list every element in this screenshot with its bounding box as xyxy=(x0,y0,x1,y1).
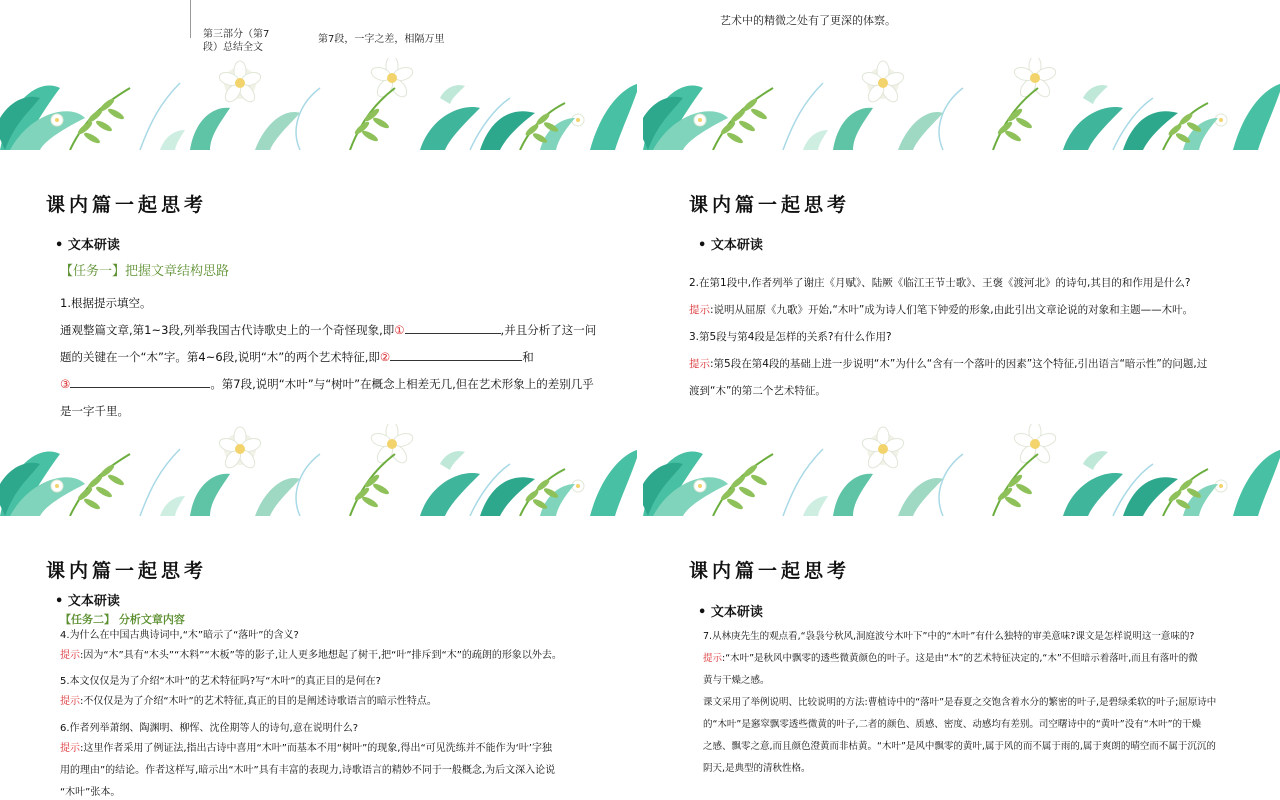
paragraph-line-3 xyxy=(60,371,620,398)
top-left-slide-remnant xyxy=(0,0,637,150)
hint-4 xyxy=(60,645,562,667)
line2-text-a: 题的关键在一个“木”字。第4~6段,说明“木”的两个艺术特征,即 xyxy=(60,350,380,364)
blank-3[interactable] xyxy=(70,374,210,388)
hint-label: 提示 xyxy=(60,743,80,754)
question-4: 4.为什么在中国古典诗词中,“木”暗示了“落叶”的含义? xyxy=(60,630,299,641)
hint-text: :这里作者采用了例证法,指出古诗中喜用“木叶”而基本不用“树叶”的现象,得出“可见洗练并不能作为‘叶’字独 xyxy=(80,743,552,754)
slide-heading: 课内篇一起思考 xyxy=(689,560,851,582)
explanation-line2: 的“木叶”是窸窣飘零透些微黄的叶子,二者的颜色、质感、密度、动感均有差别。司空曙诗中的“黄叶”没有“木叶”的干燥 xyxy=(703,719,1202,730)
table-cell-para7: 第7段，一字之差，相隔万里 xyxy=(318,34,445,45)
hint6-line2: 用的理由”的结论。作者这样写,暗示出“木叶”具有丰富的表现力,诗歌语言的精妙不同于一般概念,为后文深入论说 xyxy=(60,765,556,776)
blank-marker-1: ① xyxy=(394,323,405,337)
hint-label: 提示 xyxy=(60,696,80,707)
question-7: 7.从林庚先生的观点看,“袅袅兮秋风,洞庭波兮木叶下”中的“木叶”有什么独特的审美意味?课文是怎样说明这一意味的? xyxy=(703,631,1195,642)
hint-text: :“木叶”是秋风中飘零的透些微黄颜色的叶子。这是由“木”的艺术特征决定的,“木”不但暗示着落叶,而且有落叶的微 xyxy=(722,653,1198,664)
question-5: 5.本文仅仅是为了介绍“木叶”的艺术特征吗?写“木叶”的真正目的是何在? xyxy=(60,676,381,687)
section-label: • 文本研读 xyxy=(55,234,120,253)
hint-label: 提示 xyxy=(703,653,723,664)
slide-task1 xyxy=(0,150,637,516)
leaf-band xyxy=(643,58,1280,150)
hint-2 xyxy=(689,297,1193,324)
blank-marker-2: ② xyxy=(379,350,391,364)
leaf-band xyxy=(0,58,637,150)
question-2: 2.在第1段中,作者列举了谢庄《月赋》、陆厥《临江王节士歌》、王褒《渡河北》的诗句,其目的和作用是什么? xyxy=(689,277,1191,289)
explanation-line3: 之感、飘零之意,而且颜色澄黄而非枯黄。“木叶”是风中飘零的黄叶,属于风的而不属于雨的,属于爽朗的晴空而不属于沉沉的 xyxy=(703,741,1216,752)
hint-label: 提示 xyxy=(689,304,710,316)
leaf-band xyxy=(0,424,637,516)
hint-5 xyxy=(60,691,437,713)
hint-text: :不仅仅是为了介绍“木叶”的艺术特征,真正的目的是阐述诗歌语言的暗示性特点。 xyxy=(80,696,437,707)
explanation-paragraph xyxy=(703,692,1263,780)
blank-marker-3: ③ xyxy=(60,377,71,391)
hint-3 xyxy=(689,351,1269,405)
question-1: 1.根据提示填空。 xyxy=(60,296,152,310)
blank-2[interactable] xyxy=(390,347,522,361)
slide-heading: 课内篇一起思考 xyxy=(46,560,208,582)
closing-sentence: 艺术中的精微之处有了更深的体察。 xyxy=(720,14,896,27)
hint6-line1 xyxy=(60,738,630,760)
slide-gutter xyxy=(637,0,643,800)
explanation-line4: 阴天,是典型的清秋性格。 xyxy=(703,763,811,774)
slide-questions-2-3 xyxy=(643,150,1280,516)
hint7-line1 xyxy=(703,648,1263,670)
line1-text-a: 通观整篇文章,第1~3段,列举我国古代诗歌史上的一个奇怪现象,即 xyxy=(60,323,395,337)
blank-1[interactable] xyxy=(405,320,501,334)
top-right-slide-remnant xyxy=(643,0,1280,150)
leaf-band xyxy=(643,424,1280,516)
task-title: 【任务一】把握文章结构思路 xyxy=(60,264,230,279)
section-label: • 文本研读 xyxy=(55,590,120,609)
explanation-line1: 课文采用了举例说明、比较说明的方法:曹植诗中的“落叶”是春夏之交饱含着水分的繁密的叶子,是碧绿柔软的叶子;屈原诗中 xyxy=(703,697,1217,708)
slide-heading: 课内篇一起思考 xyxy=(689,194,851,216)
task-title: 【任务二】 分析文章内容 xyxy=(60,613,185,626)
slide-question-7 xyxy=(643,516,1280,800)
section-label: • 文本研读 xyxy=(698,234,763,253)
hint-text: :第5段在第4段的基础上进一步说明“木”为什么“含有一个落叶的因素”这个特征,引出语言“暗示性”的问题,过 xyxy=(710,358,1208,370)
question-6: 6.作者列举萧纲、陶渊明、柳恽、沈佺期等人的诗句,意在说明什么? xyxy=(60,723,359,734)
hint3-line2: 渡到“木”的第二个艺术特征。 xyxy=(689,385,826,397)
hint-7 xyxy=(703,648,1263,692)
paragraph-line-2 xyxy=(60,344,620,371)
hint-label: 提示 xyxy=(60,650,80,661)
hint6-line3: “木叶”张本。 xyxy=(60,787,121,798)
hint-text: :说明从屈原《九歌》开始,“木叶”成为诗人们笔下钟爱的形象,由此引出文章论说的对象和主题——木叶。 xyxy=(710,304,1194,316)
slide-heading: 课内篇一起思考 xyxy=(46,194,208,216)
line1-text-b: ,并且分析了这一问 xyxy=(500,323,597,337)
part3-line2: 段）总结全文 xyxy=(203,42,263,53)
hint-text: :因为“木”具有“木头”“木料”“木板”等的影子,让人更多地想起了树干,把“叶”排斥到“木”的疏朗的形象以外去。 xyxy=(80,650,562,661)
hint-6 xyxy=(60,738,630,800)
fill-blank-paragraph xyxy=(60,317,620,425)
paragraph-line-1 xyxy=(60,317,620,344)
hint-label: 提示 xyxy=(689,358,710,370)
slide-task2 xyxy=(0,516,637,800)
table-border xyxy=(190,0,191,38)
hint7-line2: 黄与干燥之感。 xyxy=(703,675,770,686)
question-3: 3.第5段与第4段是怎样的关系?有什么作用? xyxy=(689,331,892,343)
hint3-line1 xyxy=(689,351,1269,378)
line2-text-b: 和 xyxy=(522,350,534,364)
line3-text: 。第7段,说明“木叶”与“树叶”在概念上相差无几,但在艺术形象上的差别几乎 xyxy=(210,377,594,391)
paragraph-line-4: 是一字千里。 xyxy=(60,404,129,418)
table-cell-part3 xyxy=(203,28,269,54)
section-label: • 文本研读 xyxy=(698,601,763,620)
part3-line1: 第三部分（第7 xyxy=(203,29,270,40)
